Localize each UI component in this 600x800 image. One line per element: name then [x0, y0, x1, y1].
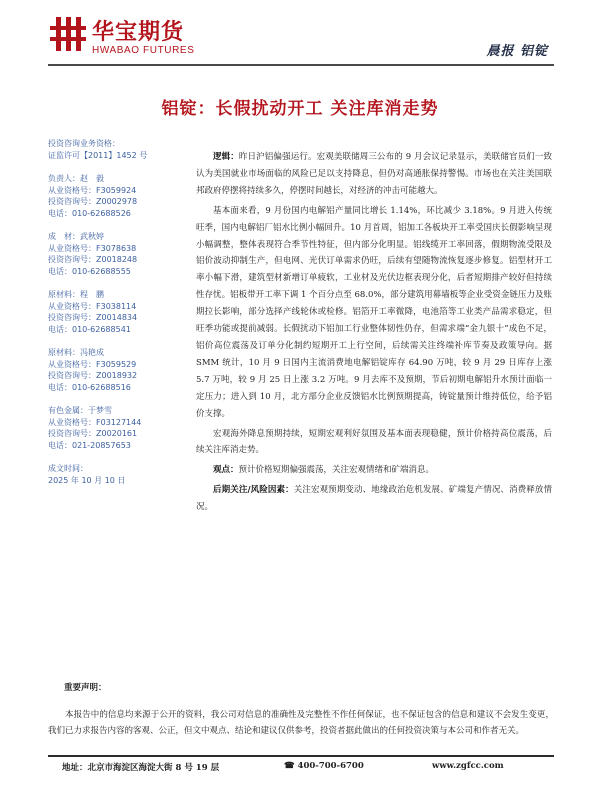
sidebar-line: 从业资格号：F3059924 — [48, 185, 137, 195]
sidebar-spacer — [48, 451, 188, 463]
sidebar-line: 从业资格号：F3038114 — [48, 301, 137, 311]
view-text: 预计价格短期偏强震荡，关注宏观情绪和矿端消息。 — [238, 465, 435, 476]
sidebar-line: 成文时间： — [48, 464, 88, 473]
summary-paragraph: 宏观海外降息预期持续，短期宏观利好氛围及基本面表现稳健，预计价格持高位震荡，后续关注库消走势。 — [196, 428, 552, 456]
sidebar-line: 投资咨询号：Z0020161 — [48, 429, 138, 438]
logo-english-name: HWABAO FUTURES — [92, 45, 195, 56]
sidebar-line: 有色金属：于梦雪 — [48, 406, 112, 415]
sidebar-line: 电话：010-62688555 — [48, 266, 131, 276]
sidebar-line: 从业资格号：F03127144 — [48, 417, 142, 427]
focus-text: 关注宏观预期变动、地缘政治危机发展、矿端复产情况、消费释放情况。 — [196, 485, 552, 513]
sidebar-line: 原材料：程 鹏 — [48, 290, 104, 299]
logic-text: 昨日沪铝偏强运行。宏观美联储周三公布的 9 月会议记录显示，美联储官员们一致认为美国就业市场面临的风险已足以支持降息，但仍对高通胀保持警惕。市场也在关注美国联邦政府停摆将持续多久，停摆时间越长，对经济的冲击可能越大。 — [196, 152, 552, 196]
footer-divider — [48, 755, 554, 757]
sidebar-line: 电话：010-62688516 — [48, 382, 131, 392]
disclaimer-text: 本报告中的信息均来源于公开的资料，我公司对信息的准确性及完整性不作任何保证，也不保证包含的信息和建议不会发生变更，我们已力求报告内容的客观、公正，但文中观点、结论和建议仅供参考，投资者据此做出的任何投资决策与本公司和作者无关。 — [48, 709, 554, 736]
report-type-tag: 晨报 铝锭 — [486, 44, 548, 59]
sidebar-spacer — [48, 393, 188, 405]
analyst-sidebar — [48, 138, 188, 486]
sidebar-line: 从业资格号：F3059529 — [48, 359, 137, 369]
fundamentals-paragraph: 基本面来看，9 月份国内电解铝产量同比增长 1.14%，环比减少 3.18%。9 月进入传统旺季，国内电解铝厂铝水比例小幅回升。10 月首周，铝加工各板块开工率受国庆长假影响呈现小幅调整，整体表现符合季节性特征，但内部分化明显。铝线缆开工率回落，假期物流受限及铝价波动抑制生产，但电网、光伏订单需求仍旺，后续有望随物流恢复逐步修复。铝型材开工率小幅下滑，建筑型材新增订单疲软，工业材及光伏边框表现分化，后者短期排产较好但持续性存忧。铝板带开工率下调 1 个百分点至 68.0%，部分建筑用幕墙板等企业受资金链压力及账期拉长影响，部分选择产线轮休或检修。铝箔开工率微降，电池箔等工业类产品需求稳定，但旺季功能或提前减弱。长假扰动下铝加工行业整体韧性仍存，但需求端“金九银十”成色不足，铝价高位震荡及订单分化制约短期开工上行空间，后续需关注终端补库节奏及政策导向。据 SMM 统计，10 月 9 日国内主流消费地电解铝锭库存 64.90 万吨，较 9 月 29 日库存上涨 5.7 万吨，较 9 月 25 日上涨 3.2 万吨。9 月去库不及预期，节后初期电解铝升水预计面临一定压力；进入到 10 月，北方部分企业反馈铝水比例预期提高，铸锭量预计维持低位，给予铝价支撑。 — [196, 205, 552, 419]
footer-website-link[interactable]: www.zgfcc.com — [432, 761, 504, 771]
sidebar-spacer — [48, 277, 188, 289]
sidebar-line: 投资咨询号：Z0018932 — [48, 371, 138, 380]
sidebar-line: 投资咨询号：Z0014834 — [48, 313, 138, 322]
footer-address: 地址：北京市海淀区海淀大街 8 号 19 层 — [62, 763, 220, 773]
sidebar-line: 2025 年 10 月 10 日 — [48, 475, 126, 485]
hwabao-logo-icon — [50, 15, 86, 53]
company-logo — [50, 13, 230, 61]
disclaimer-section — [48, 680, 554, 740]
logo-chinese-name: 华宝期货 — [92, 20, 185, 45]
sidebar-line: 从业资格号：F3078638 — [48, 243, 137, 253]
sidebar-line: 证监许可【2011】1452 号 — [48, 150, 148, 160]
sidebar-line: 电话：010-62688541 — [48, 324, 131, 334]
report-body — [196, 149, 552, 519]
focus-paragraph — [196, 482, 552, 516]
sidebar-line: 投资咨询业务资格： — [48, 139, 120, 148]
sidebar-line: 投资咨询号：Z0018248 — [48, 255, 138, 264]
sidebar-line: 成 材：武秋婷 — [48, 232, 104, 241]
report-title: 铝锭：长假扰动开工 关注库消走势 — [161, 99, 439, 119]
header-divider — [48, 64, 554, 66]
sidebar-line: 原材料：冯艳成 — [48, 348, 104, 357]
view-paragraph — [196, 462, 552, 479]
sidebar-spacer — [48, 161, 188, 173]
sidebar-spacer — [48, 335, 188, 347]
view-label: 观点： — [213, 465, 239, 476]
logic-label: 逻辑： — [213, 152, 239, 162]
sidebar-line: 电话：010-62688526 — [48, 208, 131, 218]
sidebar-line: 电话：021-20857653 — [48, 440, 131, 450]
sidebar-line: 负责人：赵 毅 — [48, 174, 104, 183]
focus-label: 后期关注/风险因素： — [213, 485, 294, 496]
disclaimer-heading: 重要声明： — [64, 683, 107, 693]
sidebar-line: 投资咨询号：Z0002978 — [48, 197, 138, 206]
logic-paragraph — [196, 149, 552, 200]
sidebar-spacer — [48, 219, 188, 231]
footer-phone: ☎ 400-700-6700 — [284, 761, 364, 771]
